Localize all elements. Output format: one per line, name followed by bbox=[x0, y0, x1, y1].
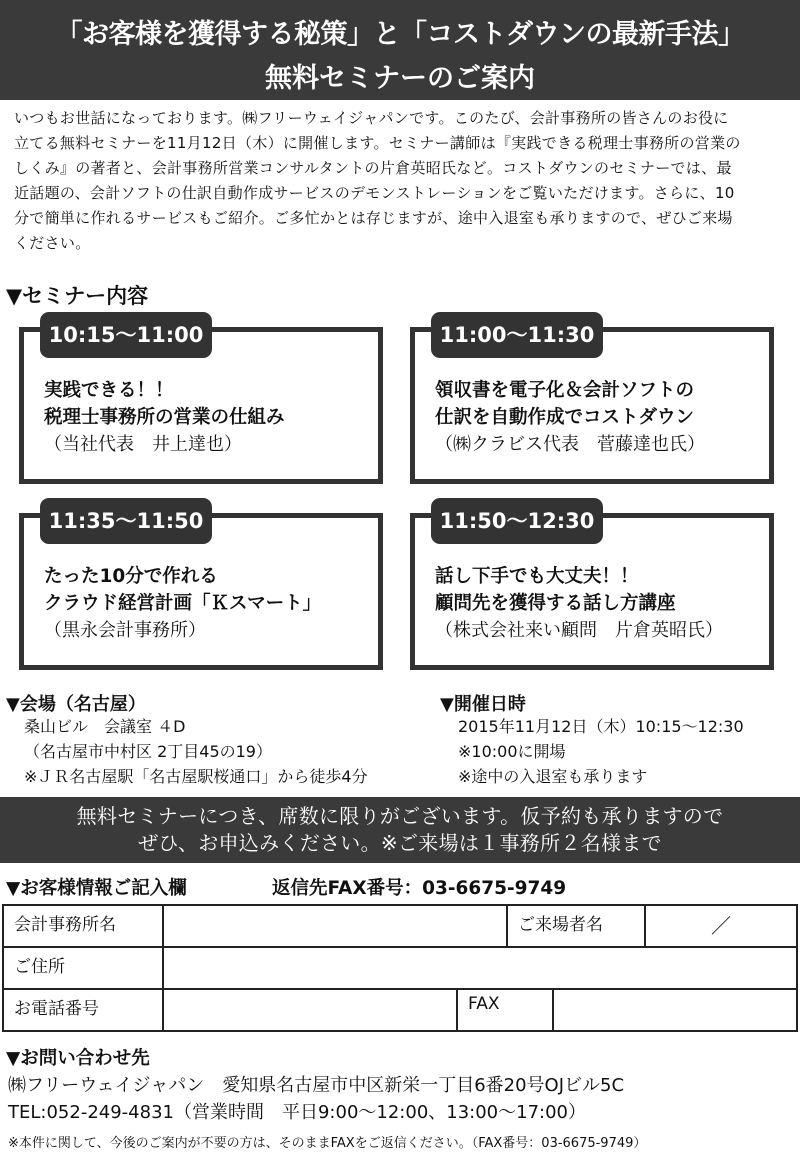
schedule-heading: ▼開催日時 bbox=[440, 694, 526, 715]
session-title: 税理士事務所の営業の仕組み bbox=[44, 407, 285, 428]
footnote: ※本件に関して、今後のご案内が不要の方は、そのままFAXをご返信ください。（FAX番号：03-6675-9749） bbox=[8, 1136, 647, 1151]
contact-phone: TEL:052-249-4831（営業時間 平日9:00～12:00、13:00～17:00） bbox=[8, 1102, 587, 1123]
intro-line: ください。 bbox=[14, 234, 91, 252]
session-title: 顧問先を獲得する話し方講座 bbox=[435, 593, 676, 614]
venue-line: ※ＪＲ名古屋駅「名古屋駅桜通口」から徒歩4分 bbox=[24, 767, 368, 786]
session-speaker: （黒永会計事務所） bbox=[44, 620, 206, 641]
address-label: ご住所 bbox=[4, 948, 164, 988]
session-card bbox=[410, 509, 774, 670]
header-banner bbox=[0, 0, 800, 100]
schedule-line: ※途中の入退室も承ります bbox=[458, 767, 648, 786]
fax-return-number: 返信先FAX番号：03-6675-9749 bbox=[272, 878, 567, 899]
intro-line: しくみ』の著者と、会計事務所営業コンサルタントの片倉英昭氏など。コストダウンのセミナーでは、最 bbox=[14, 159, 732, 177]
venue-line: （名古屋市中村区 2丁目45の19） bbox=[24, 742, 272, 761]
venue-heading: ▼会場（名古屋） bbox=[6, 694, 146, 715]
fax-label: FAX bbox=[458, 990, 554, 1030]
intro-line: 分で簡単に作れるサービスもご紹介。ご多忙かとは存じますが、途中入退室も承りますので、ぜひご来場 bbox=[14, 209, 733, 227]
attendees-label: ご来場者名 bbox=[508, 906, 646, 946]
session-title: たった10分で作れる bbox=[44, 566, 218, 587]
contact-address: ㈱フリーウェイジャパン 愛知県名古屋市中区新栄一丁目6番20号OJビル5C bbox=[8, 1075, 625, 1096]
session-time: 10:15～11:00 bbox=[40, 312, 212, 358]
customer-form bbox=[2, 904, 798, 1032]
session-title: 実践できる！！ bbox=[44, 380, 174, 401]
session-speaker: （㈱クラビス代表 菅藤達也氏） bbox=[435, 434, 705, 455]
session-card bbox=[19, 509, 383, 670]
form-row bbox=[4, 948, 796, 990]
intro-paragraph bbox=[14, 106, 786, 256]
session-title: クラウド経営計画「Ｋスマート」 bbox=[44, 593, 322, 614]
venue-line: 桑山ビル 会議室 ４D bbox=[24, 717, 186, 736]
session-speaker: （当社代表 井上達也） bbox=[44, 434, 242, 455]
session-title: 話し下手でも大丈夫！！ bbox=[435, 566, 639, 587]
form-heading: ▼お客様情報ご記入欄 bbox=[6, 878, 187, 899]
notice-banner bbox=[0, 797, 800, 863]
phone-label: お電話番号 bbox=[4, 990, 164, 1030]
intro-line: 近話題の、会計ソフトの仕訳自動作成サービスのデモンストレーションをご覧いただけます。さらに、10 bbox=[14, 184, 735, 202]
fax-field[interactable] bbox=[554, 990, 796, 1030]
session-title: 領収書を電子化＆会計ソフトの bbox=[435, 380, 695, 401]
session-speaker: （株式会社来い顧問 片倉英昭氏） bbox=[435, 620, 723, 641]
form-row bbox=[4, 906, 796, 948]
phone-field[interactable] bbox=[164, 990, 458, 1030]
intro-line: いつもお世話になっております。㈱フリーウェイジャパンです。このたび、会計事務所の皆さんのお役に bbox=[14, 109, 729, 127]
title-line-1: 「お客様を獲得する秘策」と「コストダウンの最新手法」 bbox=[55, 19, 745, 50]
office-name-field[interactable] bbox=[164, 906, 508, 946]
notice-line: ぜひ、お申込みください。※ご来場は１事務所２名様まで bbox=[138, 831, 662, 855]
title-line-2: 無料セミナーのご案内 bbox=[265, 63, 535, 94]
session-time: 11:35～11:50 bbox=[40, 498, 212, 544]
intro-line: 立てる無料セミナーを11月12日（木）に開催します。セミナー講師は『実践できる税理士事務所の営業の bbox=[14, 134, 741, 152]
session-card bbox=[410, 323, 774, 484]
office-name-label: 会計事務所名 bbox=[4, 906, 164, 946]
session-title: 仕訳を自動作成でコストダウン bbox=[435, 407, 695, 428]
session-card bbox=[19, 323, 383, 484]
session-time: 11:00～11:30 bbox=[431, 312, 603, 358]
session-time: 11:50～12:30 bbox=[431, 498, 603, 544]
schedule-line: ※10:00に開場 bbox=[458, 742, 566, 761]
attendees-field[interactable]: ／ bbox=[711, 914, 731, 938]
contact-heading: ▼お問い合わせ先 bbox=[6, 1048, 150, 1069]
seminar-heading: ▼セミナー内容 bbox=[6, 284, 149, 308]
form-row bbox=[4, 990, 796, 1030]
schedule-line: 2015年11月12日（木）10:15～12:30 bbox=[458, 717, 744, 736]
notice-line: 無料セミナーにつき、席数に限りがございます。仮予約も承りますので bbox=[76, 804, 724, 828]
address-field[interactable] bbox=[164, 948, 796, 988]
